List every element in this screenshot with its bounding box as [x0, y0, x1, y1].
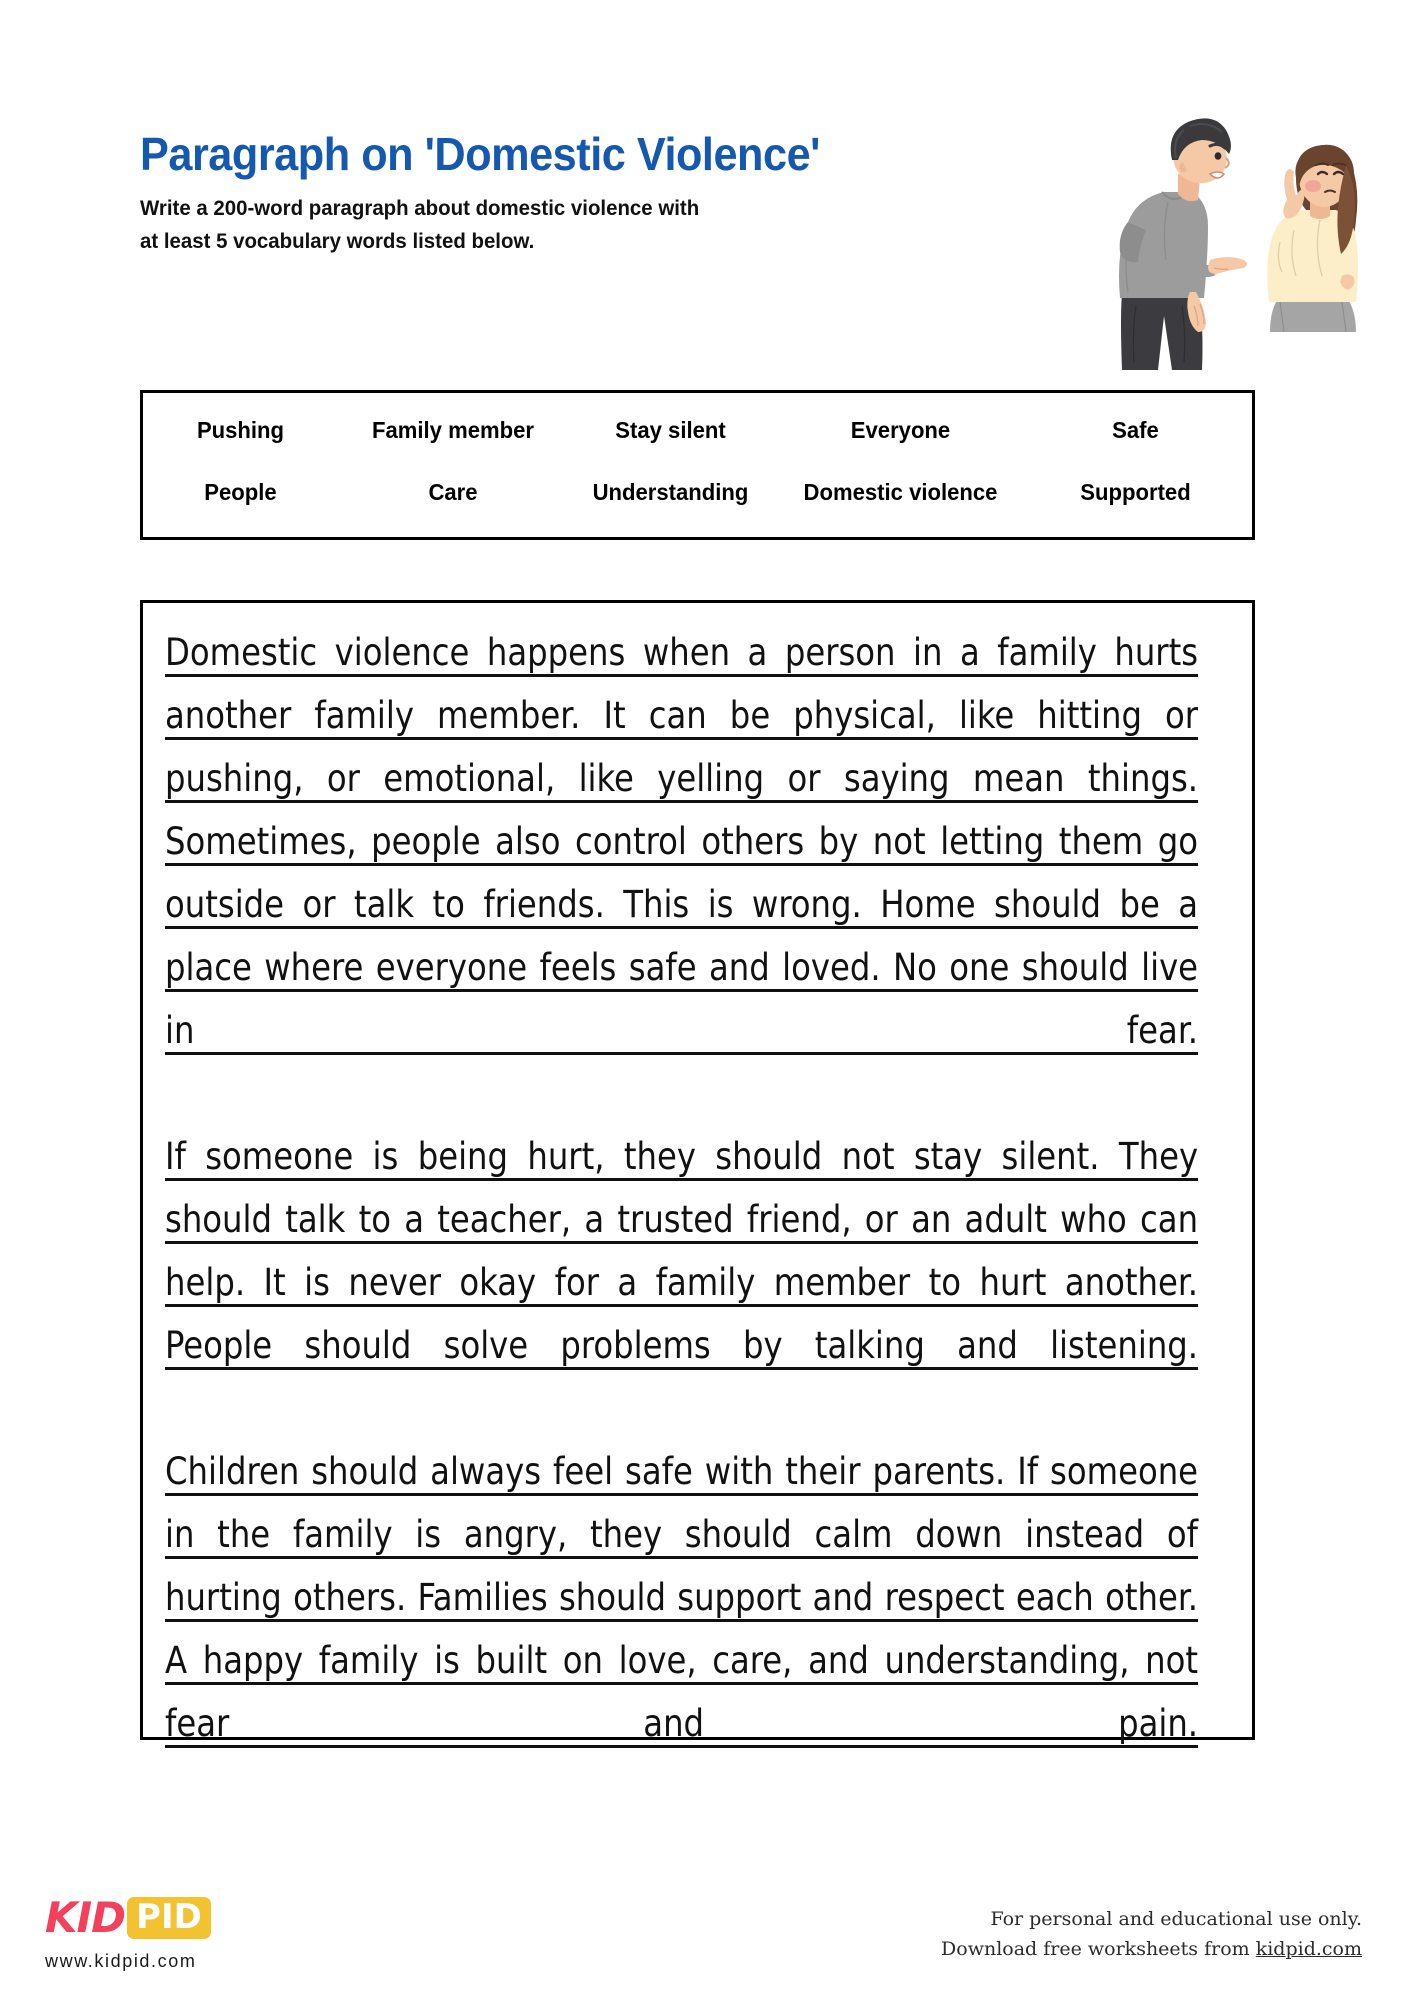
- worksheet-header: [140, 130, 1100, 257]
- worksheet-instructions: [140, 192, 1052, 257]
- answer-paragraph-3: Children should always feel safe with their parents. If someone in the family is angry, they should calm down instead of hurting others. Families should support and respect each other. A happy family is built on love, care, and understanding, not fear and pain.: [165, 1450, 1199, 1745]
- logo-pid-text: PID: [127, 1897, 211, 1939]
- vocabulary-word: Safe: [1112, 417, 1159, 443]
- footer-note-line-2: [941, 1935, 1362, 1964]
- domestic-violence-illustration: [1084, 70, 1384, 370]
- vocabulary-word: Supported: [1080, 479, 1191, 505]
- vocabulary-word: Understanding: [592, 479, 749, 505]
- vocabulary-word: Everyone: [850, 417, 951, 443]
- logo-mark: [45, 1894, 225, 1942]
- answer-box[interactable]: [140, 600, 1255, 1745]
- footer-note-prefix: Download free worksheets from: [941, 1937, 1256, 1960]
- vocabulary-box: [140, 390, 1255, 540]
- page-footer: [0, 1870, 1414, 2000]
- footer-usage-note: [941, 1905, 1362, 1964]
- vocabulary-row-1: [143, 417, 1252, 444]
- kidpid-logo[interactable]: [45, 1894, 225, 1972]
- page-title: Paragraph on 'Domestic Violence': [140, 128, 820, 180]
- answer-paragraph-2: If someone is being hurt, they should not stay silent. They should talk to a teacher, a trusted friend, or an adult who can help. It is never okay for a family member to hurt another. People should solve problems by talking and listening.: [165, 1135, 1199, 1367]
- answer-text: [165, 621, 1230, 1818]
- vocabulary-word: People: [204, 479, 277, 505]
- vocabulary-word: Family member: [372, 417, 534, 443]
- logo-website-url[interactable]: www.kidpid.com: [45, 1951, 197, 1971]
- vocabulary-word: Pushing: [196, 417, 285, 443]
- footer-note-line-1: For personal and educational use only.: [990, 1908, 1362, 1931]
- vocabulary-word: Care: [428, 479, 478, 505]
- instruction-line-1: Write a 200-word paragraph about domestic violence with: [140, 196, 700, 221]
- vocabulary-word: Stay silent: [615, 417, 726, 443]
- instruction-line-2: at least 5 vocabulary words listed below.: [140, 228, 535, 253]
- footer-kidpid-link[interactable]: kidpid.com: [1255, 1937, 1362, 1960]
- answer-paragraph-1: Domestic violence happens when a person in a family hurts another family member. It can be physical, like hitting or pushing, or emotional, like yelling or saying mean things. Sometimes, people also control others by not letting them go outside or talk to friends. This is wrong. Home should be a place where everyone feels safe and loved. No one should live in fear.: [165, 631, 1199, 1052]
- logo-kid-text: KID: [45, 1893, 126, 1942]
- vocabulary-row-2: [143, 479, 1252, 506]
- vocabulary-word: Domestic violence: [803, 479, 998, 505]
